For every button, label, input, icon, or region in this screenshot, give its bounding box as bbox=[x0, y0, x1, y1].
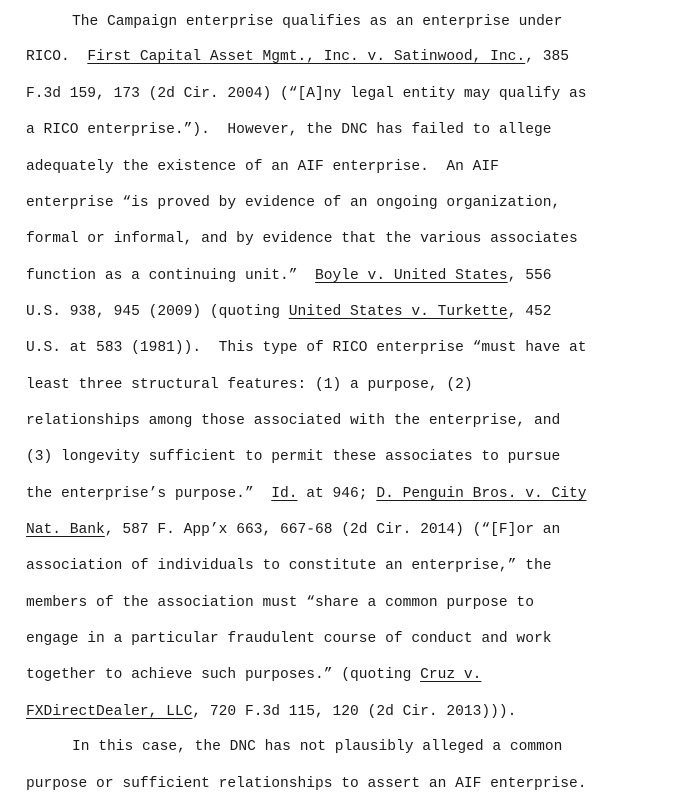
text-line bbox=[72, 12, 562, 32]
text-segment: purpose or sufficient relationships to assert an AIF enterprise. bbox=[26, 776, 587, 792]
text-line bbox=[26, 229, 578, 249]
text-segment: In this case, the DNC has not plausibly alleged a common bbox=[72, 739, 563, 755]
case-citation: FXDirectDealer, LLC bbox=[26, 704, 193, 720]
text-line bbox=[26, 702, 516, 722]
case-citation: Boyle v. United States bbox=[315, 268, 508, 284]
text-line bbox=[72, 737, 562, 757]
text-segment: The Campaign enterprise qualifies as an enterprise under bbox=[72, 14, 563, 30]
text-line bbox=[26, 520, 560, 540]
text-segment: relationships among those associated with the enterprise, and bbox=[26, 413, 561, 429]
case-citation: First Capital Asset Mgmt., Inc. v. Satinwood, Inc. bbox=[87, 49, 526, 65]
text-line bbox=[26, 629, 551, 649]
text-segment: U.S. at 583 (1981)). This type of RICO enterprise “must have at bbox=[26, 340, 587, 356]
case-citation: Id. bbox=[271, 486, 298, 502]
text-segment: RICO. bbox=[26, 49, 88, 65]
case-citation: Cruz v. bbox=[420, 667, 482, 683]
case-citation: United States v. Turkette bbox=[288, 304, 508, 320]
text-segment: enterprise “is proved by evidence of an ongoing organization, bbox=[26, 195, 561, 211]
text-line bbox=[26, 120, 551, 140]
case-citation: Nat. Bank bbox=[26, 522, 105, 538]
text-line bbox=[26, 593, 534, 613]
text-segment: association of individuals to constitute an enterprise,” the bbox=[26, 558, 552, 574]
text-line bbox=[26, 447, 560, 467]
text-segment: formal or informal, and by evidence that the various associates bbox=[26, 231, 578, 247]
text-segment: , 720 F.3d 115, 120 (2d Cir. 2013))). bbox=[192, 704, 517, 720]
text-line bbox=[26, 556, 551, 576]
text-segment: function as a continuing unit.” bbox=[26, 268, 316, 284]
case-citation: D. Penguin Bros. v. City bbox=[376, 486, 587, 502]
text-line bbox=[26, 665, 481, 685]
text-line bbox=[26, 84, 587, 104]
text-segment: (3) longevity sufficient to permit these associates to pursue bbox=[26, 449, 561, 465]
text-line bbox=[26, 484, 587, 504]
text-segment: , 556 bbox=[507, 268, 552, 284]
text-segment: members of the association must “share a common purpose to bbox=[26, 595, 534, 611]
text-line bbox=[26, 302, 551, 322]
text-line bbox=[26, 157, 499, 177]
text-line bbox=[26, 774, 587, 794]
text-segment: a RICO enterprise.”). However, the DNC has failed to allege bbox=[26, 122, 552, 138]
text-segment: U.S. 938, 945 (2009) (quoting bbox=[26, 304, 289, 320]
text-segment: the enterprise’s purpose.” bbox=[26, 486, 272, 502]
text-line bbox=[26, 266, 551, 286]
text-line bbox=[26, 47, 569, 67]
text-line bbox=[26, 338, 587, 358]
text-segment: together to achieve such purposes.” (quoting bbox=[26, 667, 421, 683]
text-segment: , 385 bbox=[525, 49, 569, 65]
text-segment: , 587 F. App’x 663, 667-68 (2d Cir. 2014) (“[F]or an bbox=[104, 522, 561, 538]
text-segment: at 946; bbox=[297, 486, 377, 502]
text-segment: engage in a particular fraudulent course of conduct and work bbox=[26, 631, 552, 647]
text-line bbox=[26, 411, 560, 431]
text-segment: least three structural features: (1) a purpose, (2) bbox=[26, 377, 473, 393]
text-line bbox=[26, 193, 560, 213]
text-segment: adequately the existence of an AIF enterprise. An AIF bbox=[26, 159, 499, 175]
text-line bbox=[26, 375, 473, 395]
text-segment: , 452 bbox=[507, 304, 552, 320]
text-segment: F.3d 159, 173 (2d Cir. 2004) (“[A]ny legal entity may qualify as bbox=[26, 86, 587, 102]
